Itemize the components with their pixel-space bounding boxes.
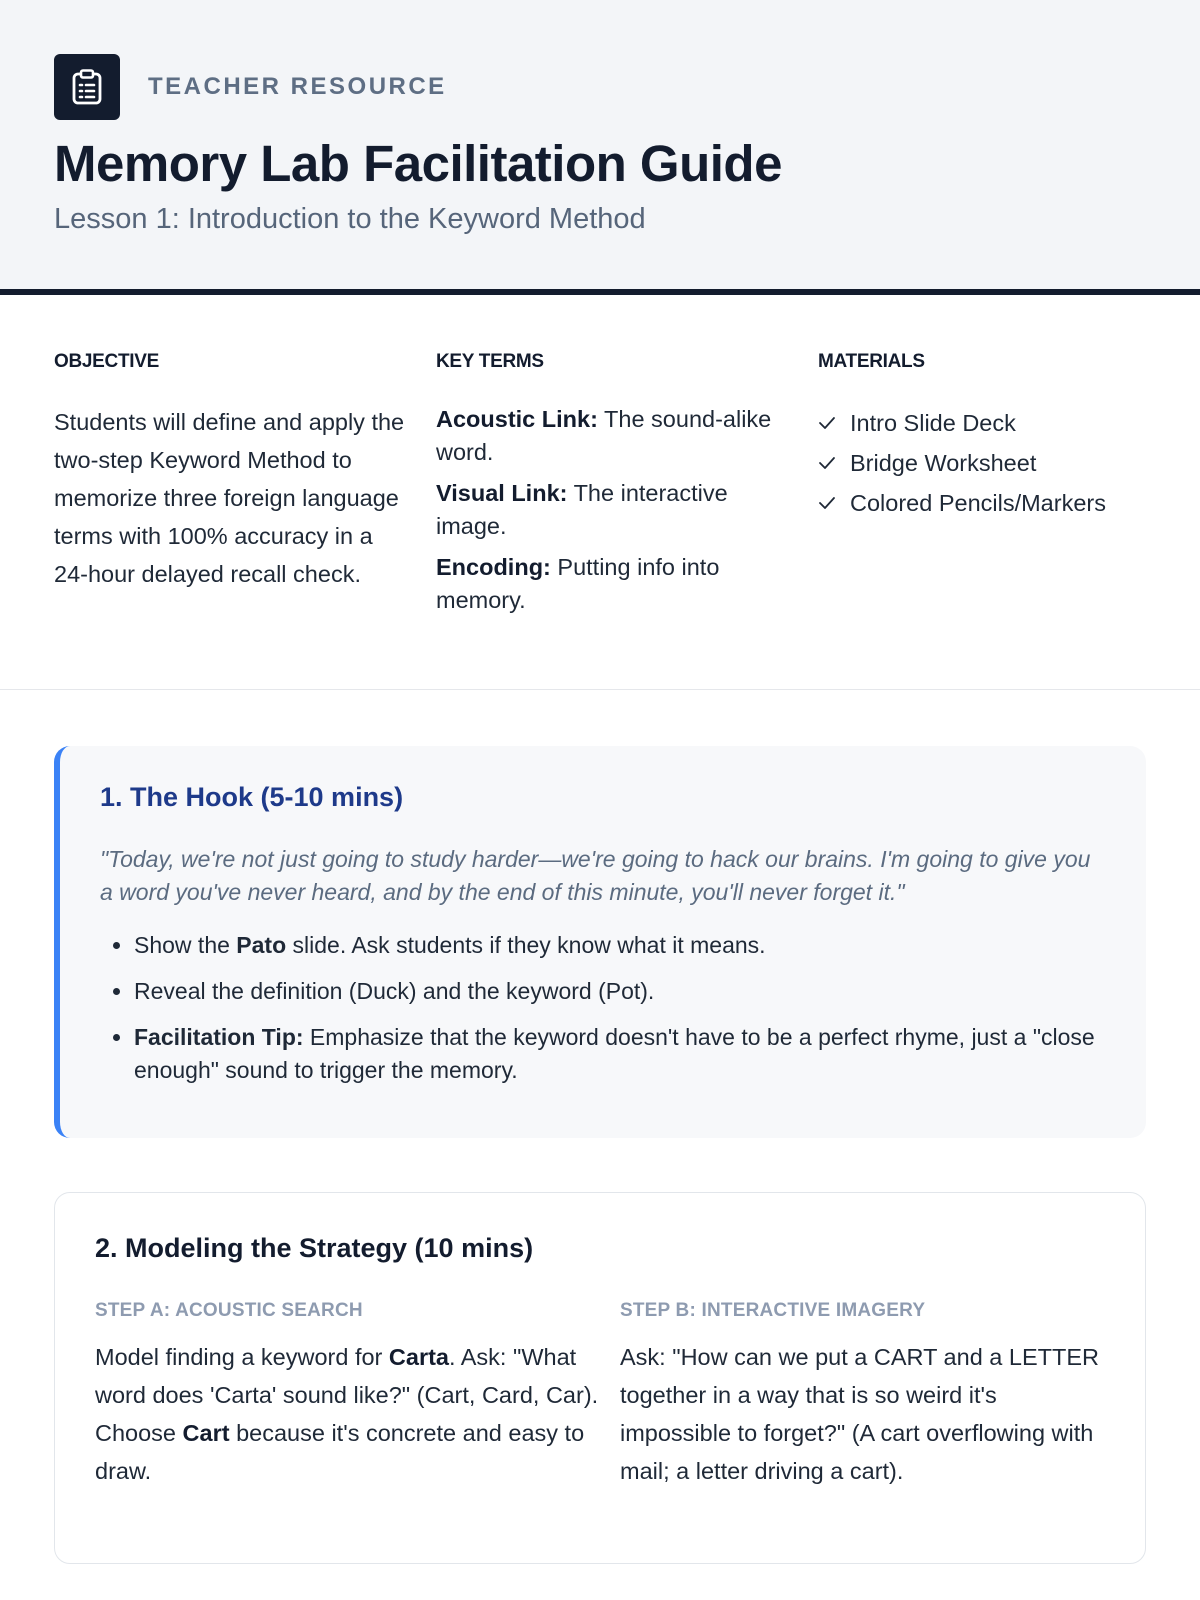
material-item: [818, 443, 1146, 483]
material-label: Colored Pencils/Markers: [850, 490, 1106, 516]
step-b-label: STEP B: INTERACTIVE IMAGERY: [620, 1300, 926, 1321]
step-a-text-part: Model finding a keyword for: [95, 1344, 389, 1370]
bullet-text: Reveal the definition (Duck) and the keyword (Pot).: [134, 978, 655, 1004]
page-header: [0, 0, 1200, 295]
key-term-name: Visual Link:: [436, 480, 568, 506]
step-a-text: [95, 1338, 600, 1490]
bullet-text: slide. Ask students if they know what it means.: [286, 932, 766, 958]
key-term-name: Acoustic Link:: [436, 406, 598, 432]
checkmark-icon: [818, 416, 838, 430]
step-a-label: STEP A: ACOUSTIC SEARCH: [95, 1300, 363, 1321]
steps-row: [95, 1300, 1105, 1490]
key-term-item: [436, 477, 788, 543]
brand-row: [54, 54, 1146, 120]
key-term-definition: The interactive image.: [436, 480, 728, 539]
bullet-text: Show the: [134, 932, 237, 958]
materials-column: [818, 351, 1146, 689]
key-terms-column: [436, 351, 818, 689]
materials-list: [818, 403, 1146, 523]
key-term-name: Encoding:: [436, 554, 551, 580]
page-title: Memory Lab Facilitation Guide: [54, 135, 782, 192]
key-term-definition: Putting info into memory.: [436, 554, 720, 613]
step-a-bold: Cart: [182, 1420, 230, 1446]
objective-column: [54, 351, 436, 689]
step-a-text-part: . Ask: "What word does 'Carta' sound like?" (Cart, Card, Car). Choose: [95, 1344, 599, 1446]
bullet-bold: Pato: [236, 932, 287, 958]
material-label: Intro Slide Deck: [850, 410, 1016, 436]
key-term-item: [436, 403, 788, 469]
eyebrow-label: TEACHER RESOURCE: [148, 73, 447, 100]
objective-text: Students will define and apply the two-step Keyword Method to memorize three foreign language terms with 100% accuracy in a 24-hour delayed recall check.: [54, 409, 405, 587]
key-term-definition: The sound-alike word.: [436, 406, 772, 465]
step-b-text: Ask: "How can we put a CART and a LETTER together in a way that is so weird it's impossible to forget?" (A cart overflowing with mail; a letter driving a cart).: [620, 1344, 1099, 1484]
step-b: [620, 1300, 1105, 1490]
step-a-text-part: because it's concrete and easy to draw.: [95, 1420, 585, 1484]
page-subtitle: Lesson 1: Introduction to the Keyword Method: [54, 203, 646, 235]
material-label: Bridge Worksheet: [850, 450, 1037, 476]
hook-quote: "Today, we're not just going to study harder—we're going to hack our brains. I'm going to give you a word you've never heard, and by the end of this minute, you'll never forget it.": [100, 846, 1091, 905]
material-item: [818, 403, 1146, 443]
hook-section: [54, 746, 1146, 1138]
hook-bullets: [100, 929, 1096, 1087]
checkmark-icon: [818, 496, 838, 510]
checkmark-icon: [818, 456, 838, 470]
modeling-title: 2. Modeling the Strategy (10 mins): [95, 1233, 534, 1263]
key-term-item: [436, 551, 788, 617]
objective-heading: OBJECTIVE: [54, 351, 159, 372]
key-terms-heading: KEY TERMS: [436, 351, 544, 372]
hook-bullet: [134, 975, 1096, 1008]
lesson-overview: [0, 295, 1200, 690]
hook-bullet: [134, 1021, 1096, 1087]
step-a: [95, 1300, 620, 1490]
hook-title: 1. The Hook (5-10 mins): [100, 782, 404, 812]
hook-bullet: [134, 929, 1096, 962]
clipboard-icon: [54, 54, 120, 120]
step-a-bold: Carta: [388, 1344, 449, 1370]
materials-heading: MATERIALS: [818, 351, 925, 372]
bullet-text: Emphasize that the keyword doesn't have to be a perfect rhyme, just a "close enough" sound to trigger the memory.: [134, 1024, 1095, 1083]
bullet-bold: Facilitation Tip:: [134, 1024, 304, 1050]
material-item: [818, 483, 1146, 523]
modeling-section: [54, 1192, 1146, 1564]
